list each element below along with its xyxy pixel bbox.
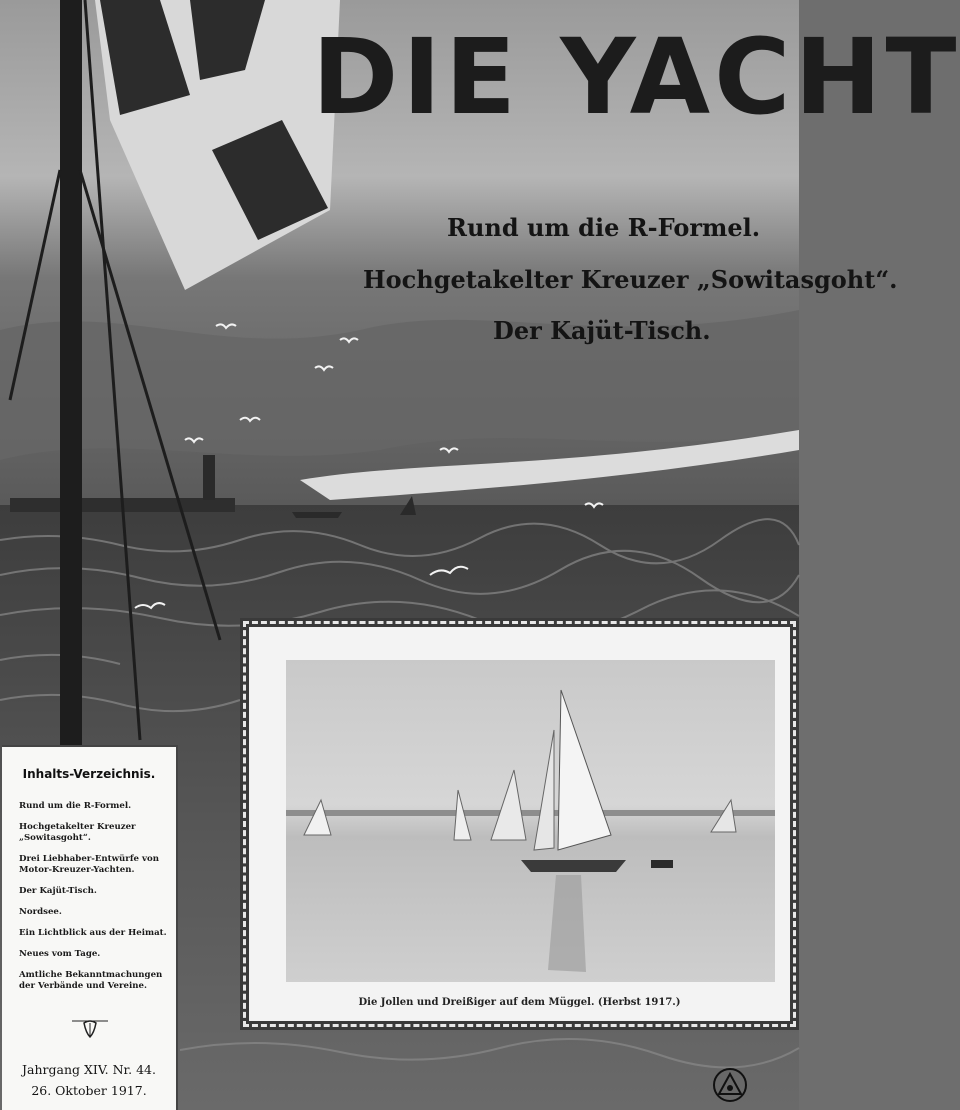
table-of-contents bbox=[2, 745, 178, 1110]
sailing-photo bbox=[286, 660, 775, 982]
toc-item: Rund um die R-Formel. bbox=[19, 801, 132, 811]
toc-title: Inhalts-Verzeichnis. bbox=[22, 767, 156, 781]
photo-caption: Die Jollen und Dreißiger auf dem Müggel. (Herbst 1917.) bbox=[358, 997, 681, 1008]
toc-item: Neues vom Tage. bbox=[19, 949, 101, 959]
photo-illustration bbox=[286, 660, 775, 982]
headline-3: Der Kajüt-Tisch. bbox=[493, 316, 711, 345]
steamer bbox=[292, 512, 342, 518]
volume-line: Jahrgang XIV. Nr. 44. bbox=[22, 1062, 156, 1077]
lighthouse bbox=[203, 455, 215, 500]
date-line: 26. Oktober 1917. bbox=[31, 1083, 147, 1098]
headline-1: Rund um die R-Formel. bbox=[447, 213, 761, 242]
toc-item: Nordsee. bbox=[19, 907, 62, 917]
toc-item: Amtliche Bekanntmachungen der Verbände und Vereine. bbox=[19, 970, 163, 991]
toc-item: Ein Lichtblick aus der Heimat. bbox=[19, 928, 167, 938]
toc-item: Drei Liebhaber-Entwürfe von Motor-Kreuzer-Yachten. bbox=[19, 854, 159, 875]
toc-item: Hochgetakelter Kreuzer „Sowitasgoht“. bbox=[19, 822, 136, 843]
emblem-icon bbox=[72, 1017, 108, 1041]
mast bbox=[60, 0, 82, 750]
toc-item: Der Kajüt-Tisch. bbox=[19, 886, 97, 896]
toc-list bbox=[19, 801, 175, 1002]
masthead-title: DIE YACHT bbox=[312, 16, 960, 138]
headline-2: Hochgetakelter Kreuzer „Sowitasgoht“. bbox=[363, 265, 898, 294]
publisher-logo-icon bbox=[712, 1067, 748, 1103]
photo-frame bbox=[240, 618, 799, 1030]
